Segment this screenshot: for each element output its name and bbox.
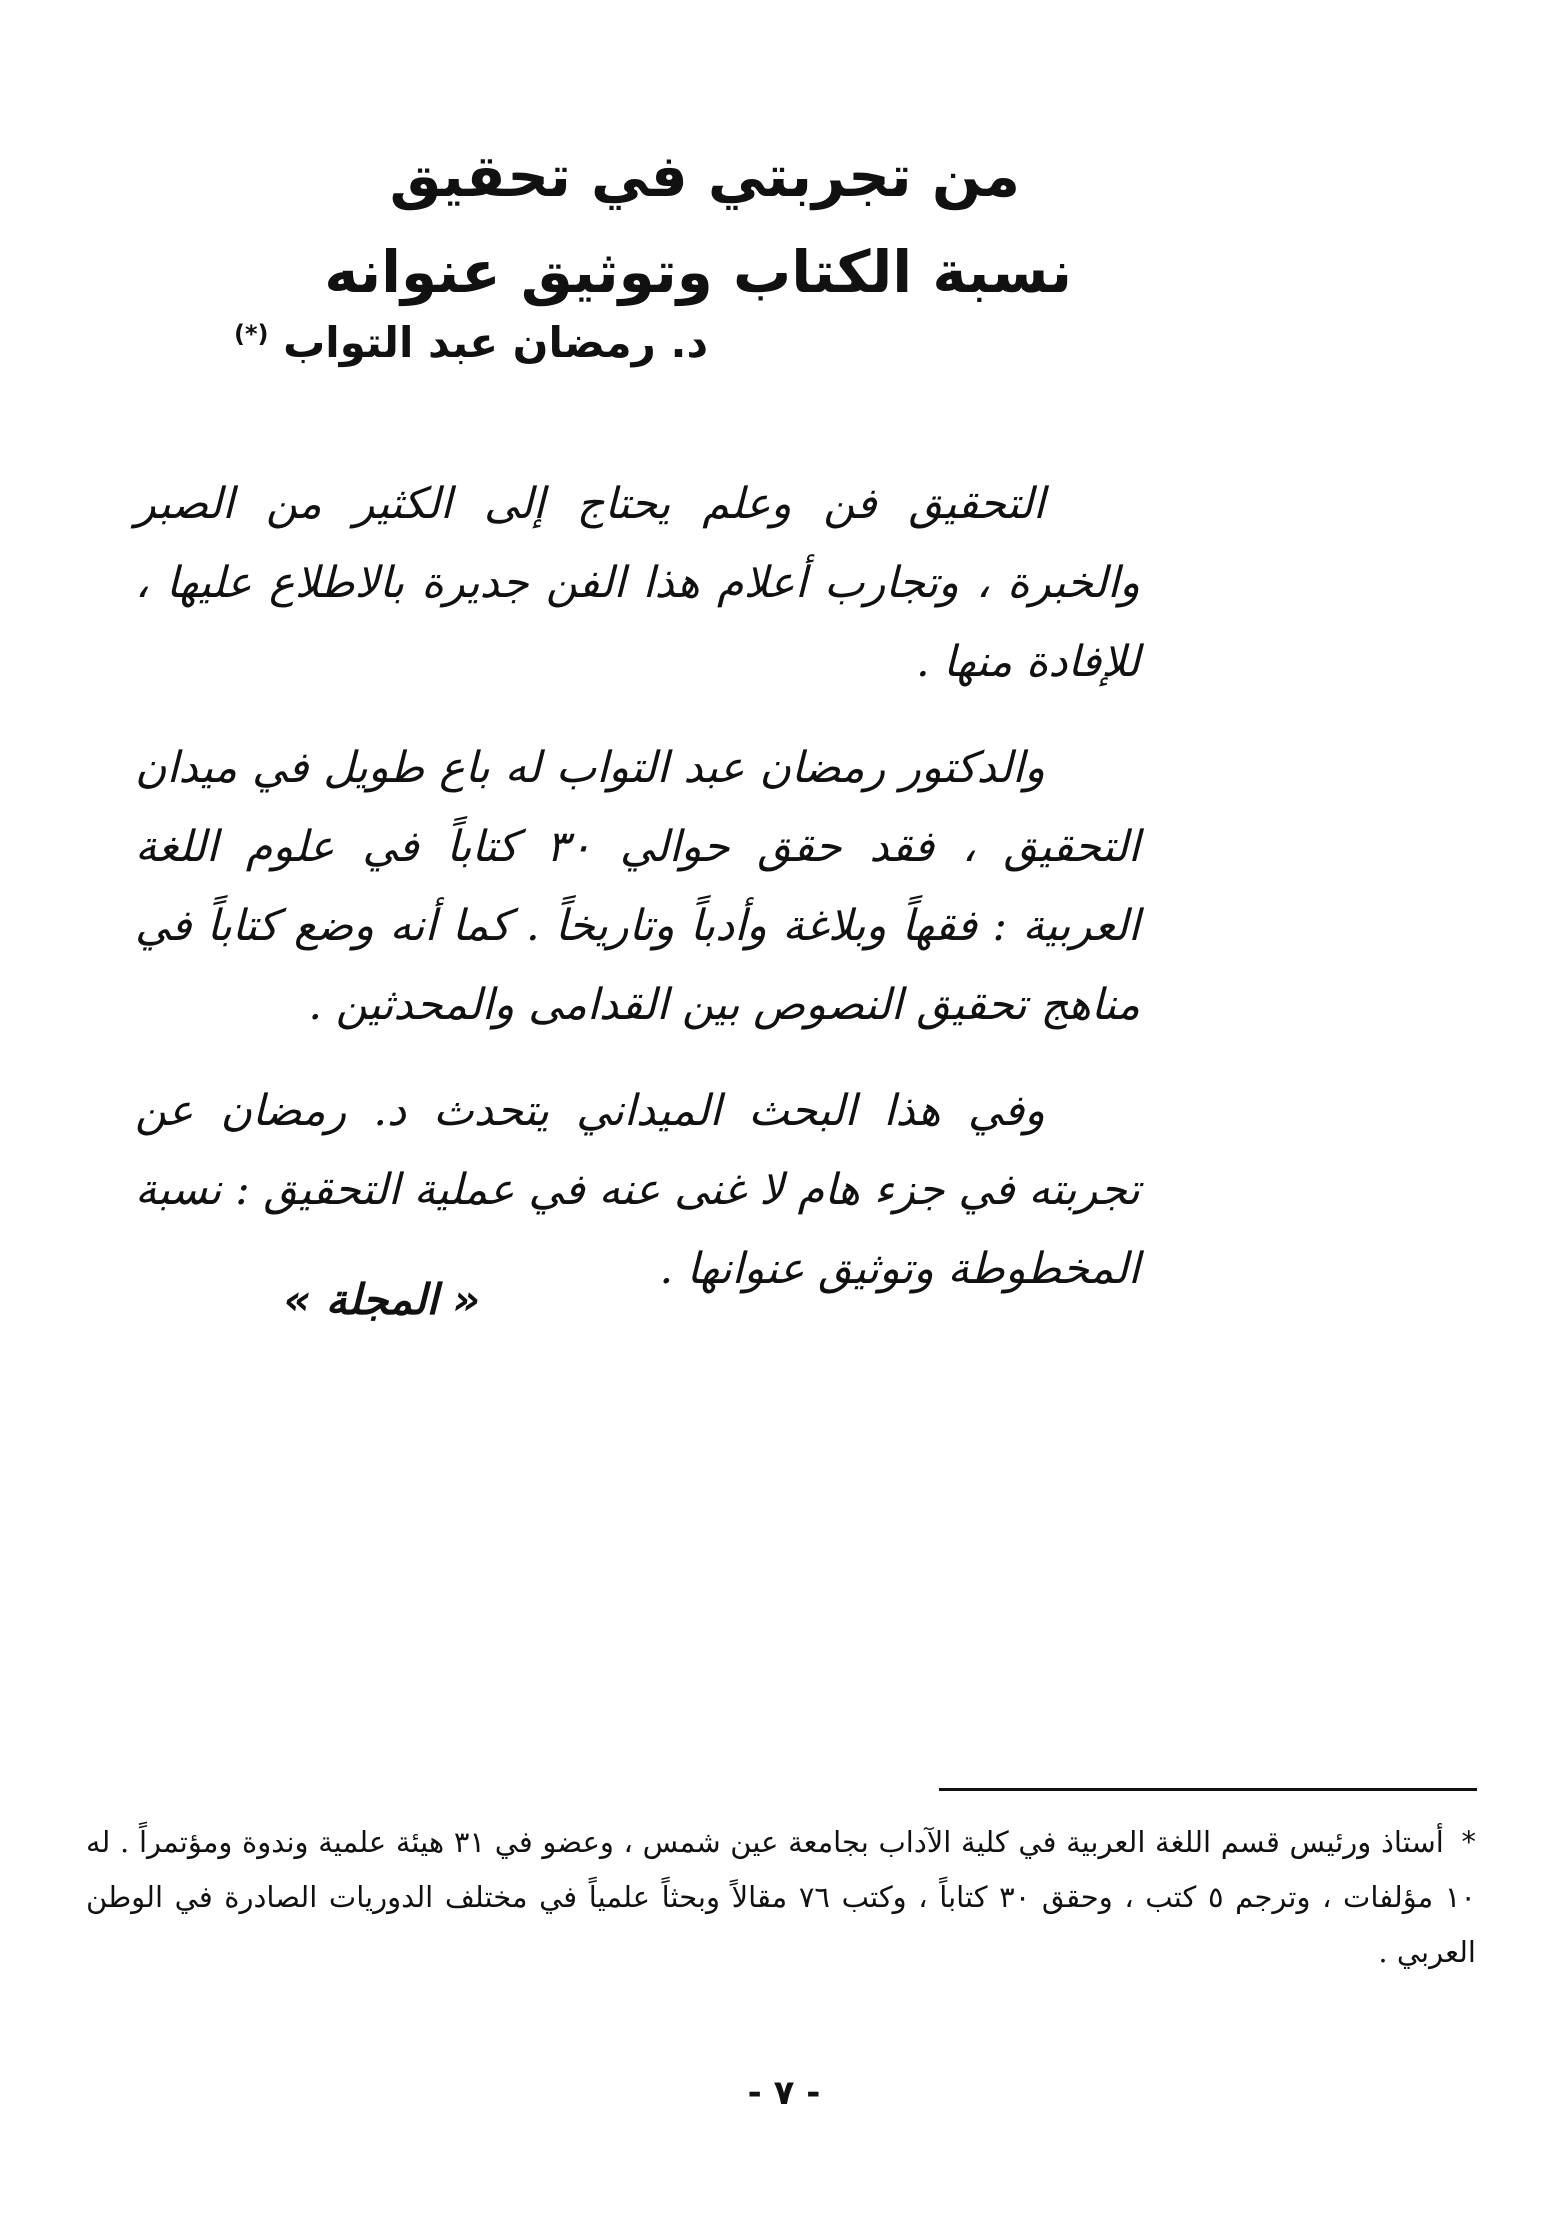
article-title	[312, 130, 1072, 322]
footnote-divider	[939, 1788, 1477, 1791]
footnote-text: أستاذ ورئيس قسم اللغة العربية في كلية الآداب بجامعة عين شمس ، وعضو في ٣١ هيئة علمية وندوة ومؤتمراً . له ١٠ مؤلفات ، وترجم ٥ كتب ، وحقق ٣٠ كتاباً ، وكتب ٧٦ مقالاً وبحثاً علمياً في مختلف الدوريات الصادرة في الوطن العربي .	[86, 1825, 1476, 1969]
intro-paragraph-2: والدكتور رمضان عبد التواب له باع طويل في ميدان التحقيق ، فقد حقق حوالي ٣٠ كتاباً في علوم اللغة العربية : فقهاً وبلاغة وأدباً وتاريخاً . كما أنه وضع كتاباً في مناهج تحقيق النصوص بين القدامى والمحدثين .	[135, 743, 1140, 1030]
page-number: - ٧ -	[747, 2073, 821, 2113]
author-footnote	[86, 1815, 1476, 1980]
author-line	[234, 318, 708, 367]
title-line-1: من تجربتي في تحقيق	[389, 142, 1020, 210]
editorial-introduction	[135, 465, 1140, 1336]
journal-signature: « المجلة »	[283, 1275, 480, 1324]
footnote-marker: *	[1461, 1825, 1477, 1859]
author-footnote-marker: (*)	[233, 320, 269, 348]
author-name: د. رمضان عبد التواب	[283, 318, 708, 367]
intro-paragraph-1: التحقيق فن وعلم يحتاج إلى الكثير من الصبر والخبرة ، وتجارب أعلام هذا الفن جديرة بالاطلاع عليها ، للإفادة منها .	[135, 479, 1140, 687]
intro-paragraph-3: وفي هذا البحث الميداني يتحدث د. رمضان عن تجربته في جزء هام لا غنى عنه في عملية التحقيق : نسبة المخطوطة وتوثيق عنوانها .	[135, 1086, 1140, 1294]
title-line-2: نسبة الكتاب وتوثيق عنوانه	[324, 238, 1072, 306]
